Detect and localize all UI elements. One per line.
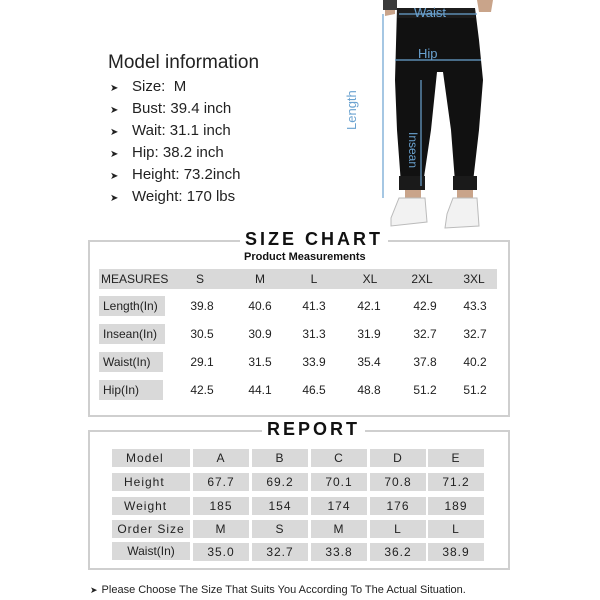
cell: E (428, 449, 484, 467)
length-label: Length (344, 90, 359, 130)
model-info-item-bust (110, 98, 240, 120)
arrow-icon: ➤ (110, 193, 119, 204)
arrow-icon: ➤ (90, 585, 98, 595)
cell: 48.8 (357, 383, 381, 397)
row-label: Length(In) (99, 296, 165, 316)
arrow-icon: ➤ (110, 105, 119, 116)
cell: 67.7 (193, 473, 249, 491)
cell: 69.2 (252, 473, 308, 491)
row-label: Insean(In) (99, 324, 165, 344)
cell: 43.3 (463, 299, 487, 313)
model-info-list (110, 76, 240, 208)
row-label: Height (112, 473, 190, 491)
size-advice-note (90, 584, 466, 596)
arrow-icon: ➤ (110, 171, 119, 182)
arrow-icon: ➤ (110, 127, 119, 138)
cell: 33.8 (311, 543, 367, 561)
cell: 29.1 (190, 355, 214, 369)
cell: 51.2 (413, 383, 437, 397)
model-info-item-weight (110, 186, 240, 208)
cell: 51.2 (463, 383, 487, 397)
cell: 31.3 (302, 327, 326, 341)
cell: 71.2 (428, 473, 484, 491)
cell: 31.9 (357, 327, 381, 341)
product-photo (355, 0, 505, 232)
item-label: Hip: (132, 144, 159, 161)
header-cell: M (255, 272, 265, 286)
cell: 35.4 (357, 355, 381, 369)
cell: 42.5 (190, 383, 214, 397)
cell: D (370, 449, 426, 467)
arrow-icon: ➤ (110, 149, 119, 160)
model-info-item-hip (110, 142, 240, 164)
cell: 42.9 (413, 299, 437, 313)
item-value: 31.1 inch (169, 122, 231, 139)
cell: 174 (311, 497, 367, 515)
size-chart-subtitle: Product Measurements (244, 251, 366, 263)
cell: 33.9 (302, 355, 326, 369)
cell: 32.7 (463, 327, 487, 341)
cell: B (252, 449, 308, 467)
cell: C (311, 449, 367, 467)
size-chart-title: SIZE CHART (240, 229, 388, 250)
cell: 70.8 (370, 473, 426, 491)
cell: 31.5 (248, 355, 272, 369)
cell: 176 (370, 497, 426, 515)
cell: 35.0 (193, 543, 249, 561)
cell: 154 (252, 497, 308, 515)
item-value: 73.2inch (183, 166, 241, 183)
item-value: 170 lbs (186, 188, 236, 205)
cell: 37.8 (413, 355, 437, 369)
cell: 30.9 (248, 327, 272, 341)
cell: 185 (193, 497, 249, 515)
row-label: Hip(In) (99, 380, 163, 400)
cell: S (252, 520, 308, 538)
cell: 44.1 (248, 383, 272, 397)
cell: 36.2 (370, 543, 426, 561)
row-label: Model (112, 449, 190, 467)
cell: M (311, 520, 367, 538)
row-label: Weight (112, 497, 190, 515)
model-info-item-height (110, 164, 240, 186)
cell: A (193, 449, 249, 467)
model-info-item-waist (110, 120, 240, 142)
note-text: Please Choose The Size That Suits You According To The Actual Situation. (101, 584, 466, 596)
cell: 32.7 (413, 327, 437, 341)
model-info-item-size (110, 76, 240, 98)
header-cell: S (195, 272, 204, 286)
header-cell: XL (362, 272, 378, 286)
item-label: Weight: (132, 188, 183, 205)
report-title: REPORT (262, 419, 365, 440)
cell: 38.9 (428, 543, 484, 561)
item-label: Bust: (132, 100, 167, 117)
cell: L (428, 520, 484, 538)
cell: 39.8 (190, 299, 214, 313)
cell: 189 (428, 497, 484, 515)
item-value: 38.2 inch (162, 144, 224, 161)
item-value: 39.4 inch (170, 100, 232, 117)
arrow-icon: ➤ (110, 83, 119, 94)
cell: 40.2 (463, 355, 487, 369)
row-label: Waist(In) (112, 542, 190, 560)
cell: 30.5 (190, 327, 214, 341)
cell: 46.5 (302, 383, 326, 397)
item-label: Wait: (132, 122, 166, 139)
insean-label: Insean (406, 132, 420, 169)
cell: 42.1 (357, 299, 381, 313)
cell: 32.7 (252, 543, 308, 561)
cell: M (193, 520, 249, 538)
cell: 41.3 (302, 299, 326, 313)
item-label: Size: (132, 78, 166, 95)
header-cell: 2XL (411, 272, 433, 286)
cell: L (370, 520, 426, 538)
cell: 70.1 (311, 473, 367, 491)
hip-label: Hip (418, 46, 438, 61)
item-label: Height: (132, 166, 180, 183)
header-cell: L (310, 272, 318, 286)
item-value: M (173, 78, 187, 95)
header-cell: 3XL (463, 272, 485, 286)
model-info-title: Model information (108, 52, 260, 73)
row-label: Waist(In) (99, 352, 163, 372)
cell: 40.6 (248, 299, 272, 313)
header-cell: MEASURES (101, 272, 169, 286)
waist-label: Waist (414, 5, 447, 20)
row-label: Order Size (112, 520, 190, 538)
